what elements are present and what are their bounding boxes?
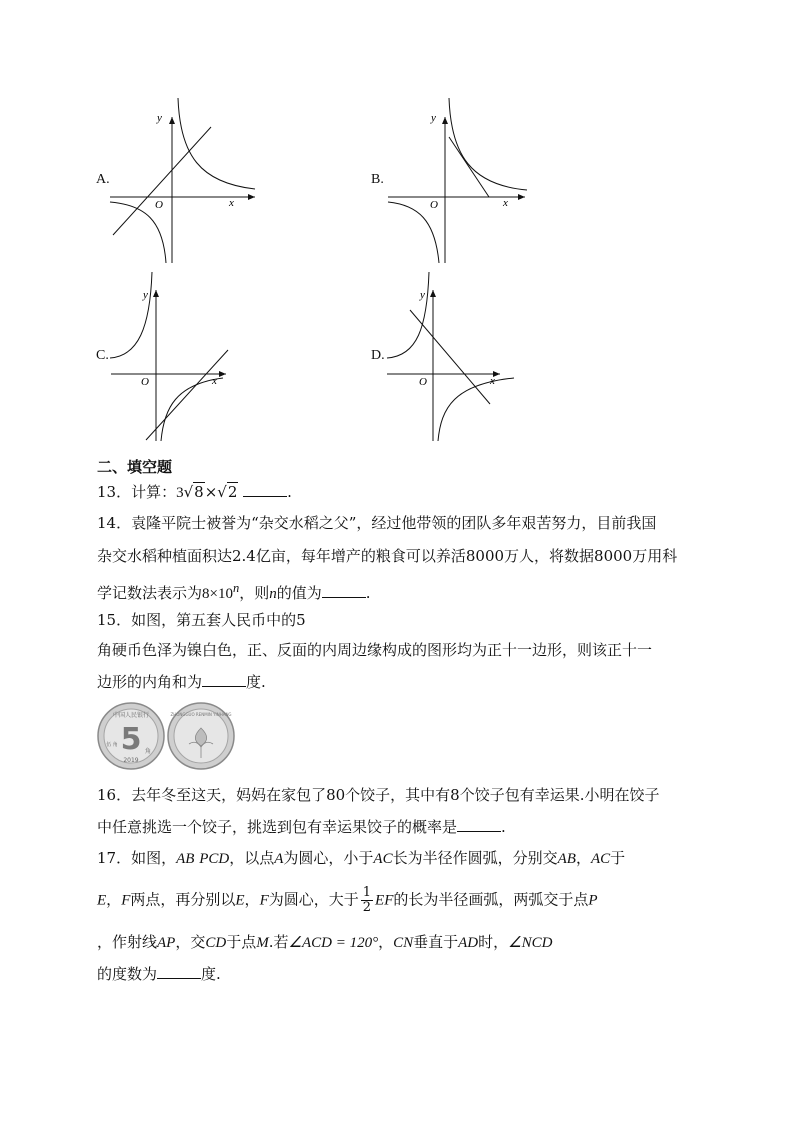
- q16-line-1: 16．去年冬至这天，妈妈在家包了80个饺子，其中有8个饺子包有幸运果.小明在饺子: [97, 786, 660, 804]
- option-a-graph: [105, 95, 260, 265]
- y-axis-label: y: [143, 289, 148, 301]
- option-c-label: C.: [96, 348, 109, 363]
- coin-back: [168, 703, 234, 769]
- answer-blank[interactable]: [202, 672, 246, 687]
- svg-text:伍 角: 伍 角: [106, 742, 118, 748]
- answer-blank[interactable]: [322, 583, 366, 598]
- answer-blank[interactable]: [243, 482, 287, 497]
- hyperbola-branch: [110, 202, 166, 263]
- straight-line: [449, 137, 489, 197]
- origin-label: O: [141, 376, 149, 388]
- option-b-label: B.: [371, 172, 384, 187]
- coin-figure: [97, 700, 239, 772]
- y-axis-label: y: [420, 289, 425, 301]
- fraction-one-half: $\frac{1}{2}$: [362, 885, 372, 915]
- answer-blank[interactable]: [157, 964, 201, 979]
- hyperbola-branch: [449, 98, 527, 190]
- question-13: 13．计算：3√8×√2 .: [97, 483, 292, 501]
- option-d-graph: [384, 268, 519, 443]
- q15-line-3: 边形的内角和为 度.: [97, 673, 266, 691]
- hyperbola-branch: [161, 378, 223, 441]
- straight-line: [146, 350, 228, 440]
- option-c-graph: [108, 268, 233, 443]
- sqrt-8: √8: [183, 483, 204, 501]
- coin-value: 5: [120, 722, 142, 757]
- q15-line-1: 15．如图，第五套人民币中的5: [97, 611, 306, 629]
- y-axis-label: y: [431, 112, 436, 124]
- q17-line-1: 17．如图，AB PCD，以点A为圆心，小于AC长为半径作圆弧，分别交AB，AC于: [97, 849, 626, 867]
- q14-line-1: 14．袁隆平院士被誉为“杂交水稻之父”，经过他带领的团队多年艰苦努力，目前我国: [97, 514, 657, 532]
- answer-blank[interactable]: [457, 817, 501, 832]
- q13-prefix: 13．计算：: [97, 483, 177, 501]
- times-sign: ×: [204, 483, 218, 501]
- svg-text:2019: 2019: [123, 757, 139, 764]
- q16-line-2: 中任意挑选一个饺子，挑选到包有幸运果饺子的概率是 .: [97, 818, 506, 836]
- q14-line-3: 学记数法表示为$8\times 10^n$，则n的值为 .: [97, 581, 371, 602]
- q13-coefficient: 3: [176, 485, 184, 501]
- y-axis-label: y: [157, 112, 162, 124]
- x-axis-label: x: [503, 197, 508, 209]
- option-a-label: A.: [96, 172, 110, 187]
- hyperbola-branch: [388, 202, 439, 263]
- x-axis-label: x: [490, 375, 495, 387]
- hyperbola-branch: [110, 272, 152, 358]
- option-d-label: D.: [371, 348, 385, 363]
- hyperbola-branch: [387, 272, 429, 358]
- option-b-graph: [385, 95, 535, 265]
- svg-text:ZHONGGUO RENMIN YINHANG: ZHONGGUO RENMIN YINHANG: [170, 712, 232, 717]
- section-title: 二、填空题: [97, 458, 173, 476]
- scientific-notation: 8×10: [202, 586, 233, 602]
- coin-front: [98, 703, 164, 769]
- svg-text:角: 角: [144, 748, 152, 755]
- origin-label: O: [430, 199, 438, 211]
- q15-line-2: 角硬币色泽为镍白色，正、反面的内周边缘构成的图形均为正十一边形，则该正十一: [97, 641, 653, 659]
- straight-line: [113, 127, 211, 235]
- q17-line-2: E，F两点，再分别以E，F为圆心，大于 $\frac{1}{2}$ EF的长为半径画弧，两弧交于点P: [97, 885, 598, 915]
- x-axis-label: x: [212, 375, 217, 387]
- straight-line: [410, 310, 490, 404]
- q17-line-4: 的度数为 度.: [97, 965, 221, 983]
- origin-label: O: [155, 199, 163, 211]
- q17-line-3: ，作射线AP，交CD于点M.若∠ACD = 120°，CN垂直于AD时，∠NCD: [97, 933, 553, 951]
- x-axis-label: x: [229, 197, 234, 209]
- svg-text:中国人民银行: 中国人民银行: [112, 712, 150, 719]
- origin-label: O: [419, 376, 427, 388]
- hyperbola-branch: [178, 98, 255, 189]
- sqrt-2: √2: [217, 483, 238, 501]
- q14-line-2: 杂交水稻种植面积达2.4亿亩，每年增产的粮食可以养活8000万人，将数据8000万用科: [97, 547, 678, 565]
